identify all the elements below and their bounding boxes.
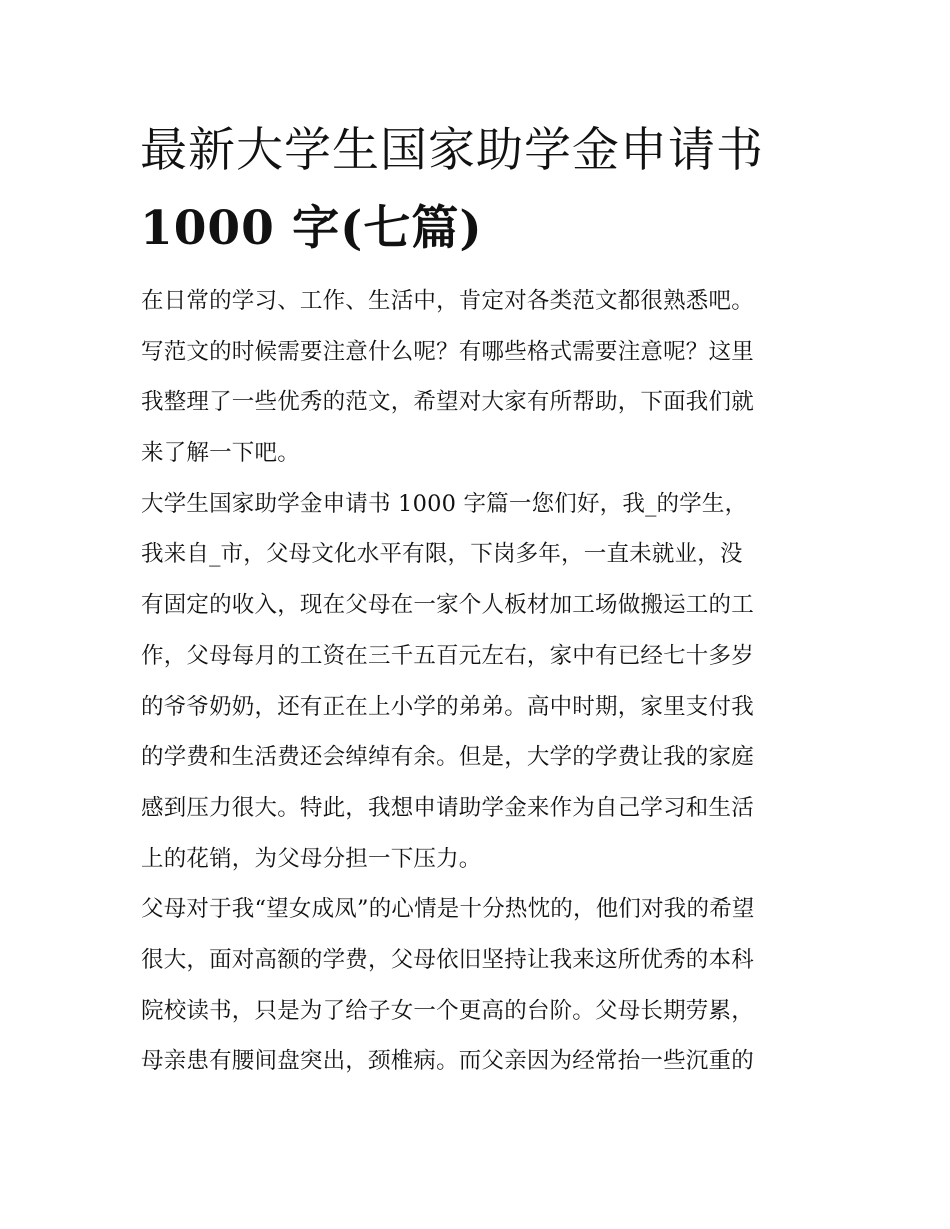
document-title bbox=[140, 112, 830, 268]
body-line: 的学费和生活费还会绰绰有余。但是，大学的学费让我的家庭 bbox=[141, 744, 754, 771]
body-line: 上的花销，为父母分担一下压力。 bbox=[141, 845, 482, 872]
body-line: 作，父母每月的工资在三千五百元左右，家中有已经七十多岁 bbox=[141, 642, 754, 669]
body-line: 的爷爷奶奶，还有正在上小学的弟弟。高中时期，家里支付我 bbox=[141, 693, 754, 720]
body-line: 父母对于我“望女成凤”的心情是十分热忱的，他们对我的希望 bbox=[141, 896, 755, 923]
body-line: 有固定的收入，现在父母在一家个人板材加工场做搬运工的工 bbox=[141, 592, 754, 619]
body-line: 在日常的学习、工作、生活中，肯定对各类范文都很熟悉吧。 bbox=[141, 288, 754, 314]
document-body bbox=[141, 276, 831, 1087]
body-line: 来了解一下吧。 bbox=[141, 440, 300, 467]
body-line: 院校读书，只是为了给子女一个更高的台阶。父母长期劳累， bbox=[141, 997, 754, 1024]
title-line: 最新大学生国家助学金申请书 bbox=[140, 123, 764, 178]
body-line: 我整理了一些优秀的范文，希望对大家有所帮助，下面我们就 bbox=[141, 389, 754, 416]
body-line: 母亲患有腰间盘突出，颈椎病。而父亲因为经常抬一些沉重的 bbox=[141, 1048, 754, 1075]
body-line: 大学生国家助学金申请书 1000 字篇一您们好，我_的学生， bbox=[141, 490, 748, 517]
body-line: 我来自_市，父母文化水平有限，下岗多年，一直未就业，没 bbox=[141, 541, 743, 568]
body-line: 感到压力很大。特此，我想申请助学金来作为自己学习和生活 bbox=[141, 794, 754, 821]
title-line: 1000 字(七篇) bbox=[140, 201, 483, 256]
body-line: 写范文的时候需要注意什么呢？有哪些格式需要注意呢？这里 bbox=[141, 338, 754, 365]
body-line: 很大，面对高额的学费，父母依旧坚持让我来这所优秀的本科 bbox=[141, 946, 754, 973]
